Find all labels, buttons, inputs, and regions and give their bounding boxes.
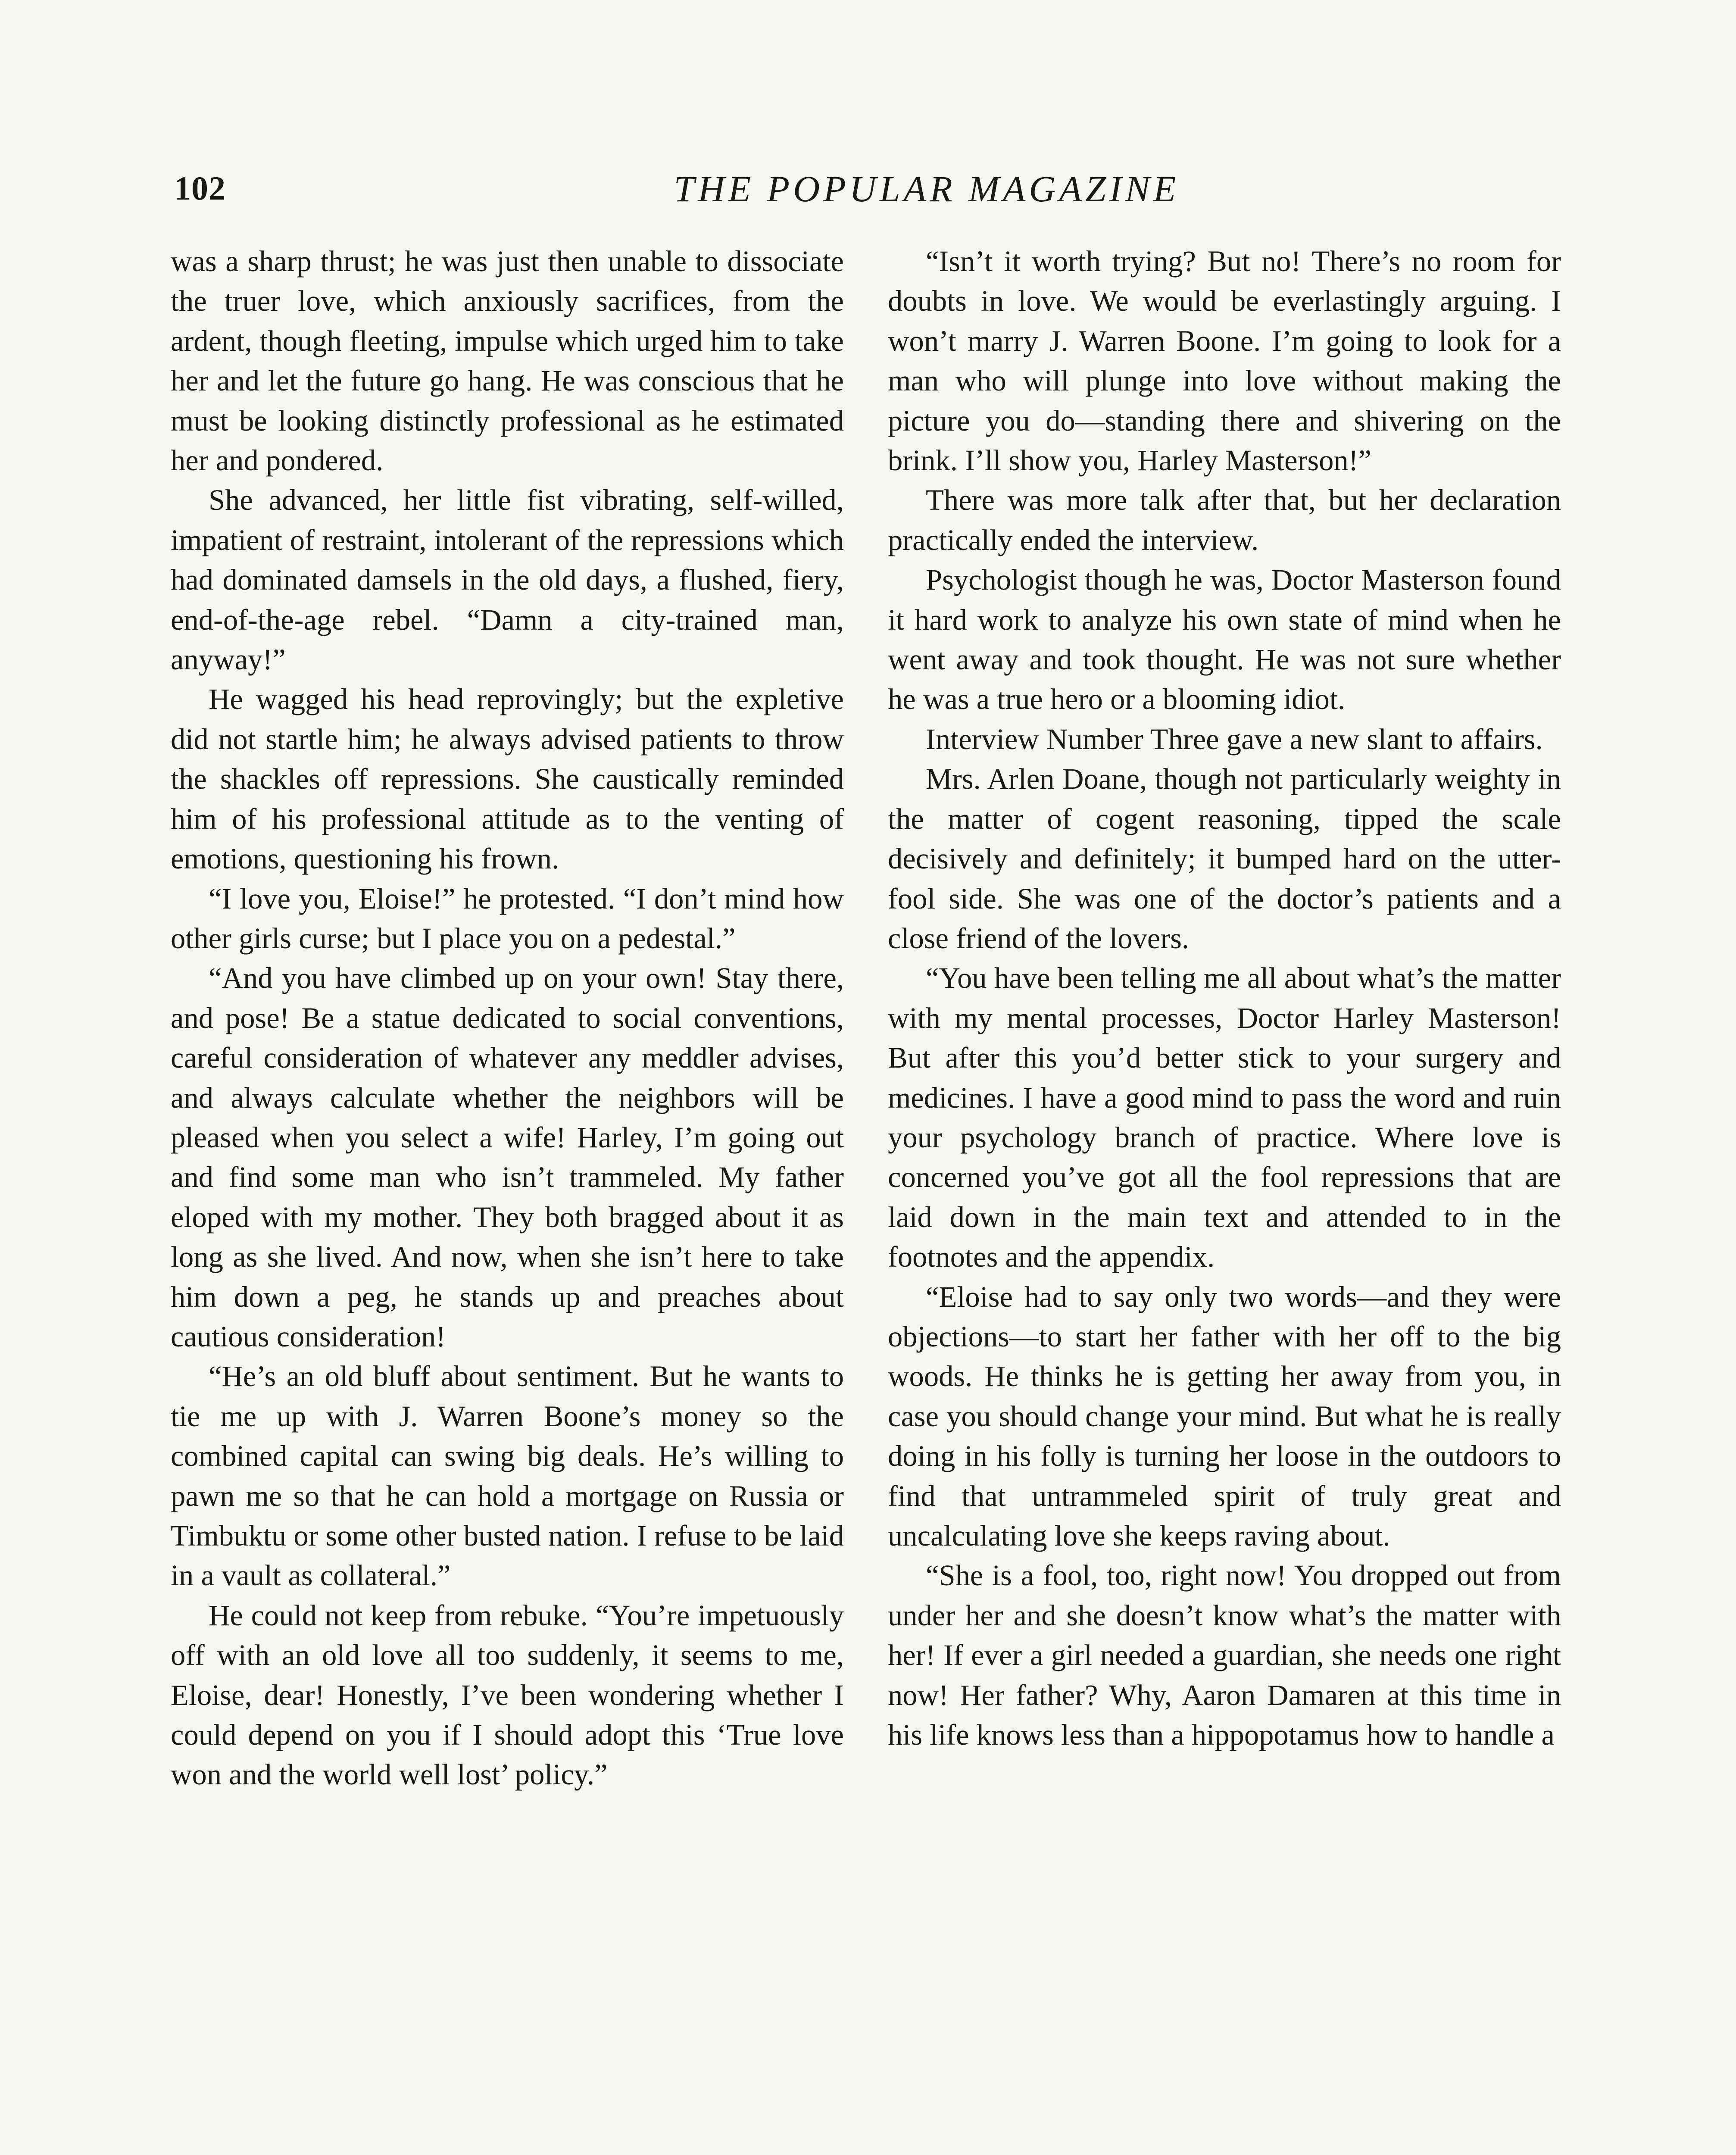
paragraph: He could not keep from rebuke. “You’re impetuously off with an old love all too suddenly, it seems to me, Eloise, dear! Honestly, I’ve been wondering whether I could depend on you if I should adopt this ‘True love won and the world well lost’ policy.” (171, 1599, 844, 1791)
paragraph: “You have been telling me all about what’s the matter with my mental processes, Doctor Harley Masterson! But after this you’d better stick to your surgery and medicines. I have a good mind to pass the word and ruin your psychology branch of practice. Where love is concerned you’ve got all the fool repressions that are laid down in the main text and attended to in the footnotes and the appendix. (888, 962, 1561, 1274)
paragraph: “I love you, Eloise!” he protested. “I don’t mind how other girls curse; but I place you on a pedestal.” (171, 882, 844, 955)
right-column (888, 241, 1561, 1755)
paragraph: She advanced, her little fist vibrating, self-willed, impatient of restraint, intolerant of the repressions which had dominated damsels in the old days, a flushed, fiery, end-of-the-age rebel. “Damn a city-trained man, anyway!” (171, 484, 844, 676)
paragraph: “Isn’t it worth trying? But no! There’s no room for doubts in love. We would be everlastingly arguing. I won’t marry J. Warren Boone. I’m going to look for a man who will plunge into love without making the picture you do—standing there and shivering on the brink. I’ll show you, Harley Masterson!” (888, 245, 1561, 477)
paragraph: Interview Number Three gave a new slant to affairs. (926, 722, 1543, 756)
page-number: 102 (174, 169, 226, 207)
paragraph: “He’s an old bluff about sentiment. But he wants to tie me up with J. Warren Boone’s money so the combined capital can swing big deals. He’s willing to pawn me so that he can hold a mortgage on Russia or Timbuktu or some other busted nation. I refuse to be laid in a vault as collateral.” (171, 1360, 844, 1592)
running-title: THE POPULAR MAGAZINE (674, 168, 1180, 209)
paragraph: Mrs. Arlen Doane, though not particularly weighty in the matter of cogent reasoning, tipped the scale decisively and definitely; it bumped hard on the utter-fool side. She was one of the doctor’s patients and a close friend of the lovers. (888, 762, 1561, 955)
paragraph: There was more talk after that, but her declaration practically ended the interview. (888, 484, 1561, 556)
paragraph: He wagged his head reprovingly; but the expletive did not startle him; he always advised patients to throw the shackles off repressions. She caustically reminded him of his professional attitude as to the venting of emotions, questioning his frown. (171, 683, 844, 875)
left-column (171, 241, 844, 1795)
paragraph: was a sharp thrust; he was just then unable to dissociate the truer love, which anxiously sacrifices, from the ardent, though fleeting, impulse which urged him to take her and let the future go hang. He was conscious that he must be looking distinctly professional as he estimated her and pondered. (171, 245, 844, 477)
paragraph: Psychologist though he was, Doctor Masterson found it hard work to analyze his own state of mind when he went away and took thought. He was not sure whether he was a true hero or a blooming idiot. (888, 563, 1561, 716)
paragraph: “She is a fool, too, right now! You dropped out from under her and she doesn’t know what’s the matter with her! If ever a girl needed a guardian, she needs one right now! Her father? Why, Aaron Damaren at this time in his life knows less than a hippopotamus how to handle a (888, 1559, 1561, 1752)
paragraph: “And you have climbed up on your own! Stay there, and pose! Be a statue dedicated to social conventions, careful consideration of whatever any meddler advises, and always calculate whether the neighbors will be pleased when you select a wife! Harley, I’m going out and find some man who isn’t trammeled. My father eloped with my mother. They both bragged about it as long as she lived. And now, when she isn’t here to take him down a peg, he stands up and preaches about cautious consideration! (171, 962, 844, 1353)
paragraph: “Eloise had to say only two words—and they were objections—to start her father with her off to the big woods. He thinks he is getting her away from you, in case you should change your mind. But what he is really doing in his folly is turning her loose in the outdoors to find that untrammeled spirit of truly great and uncalculating love she keeps raving about. (888, 1280, 1561, 1552)
